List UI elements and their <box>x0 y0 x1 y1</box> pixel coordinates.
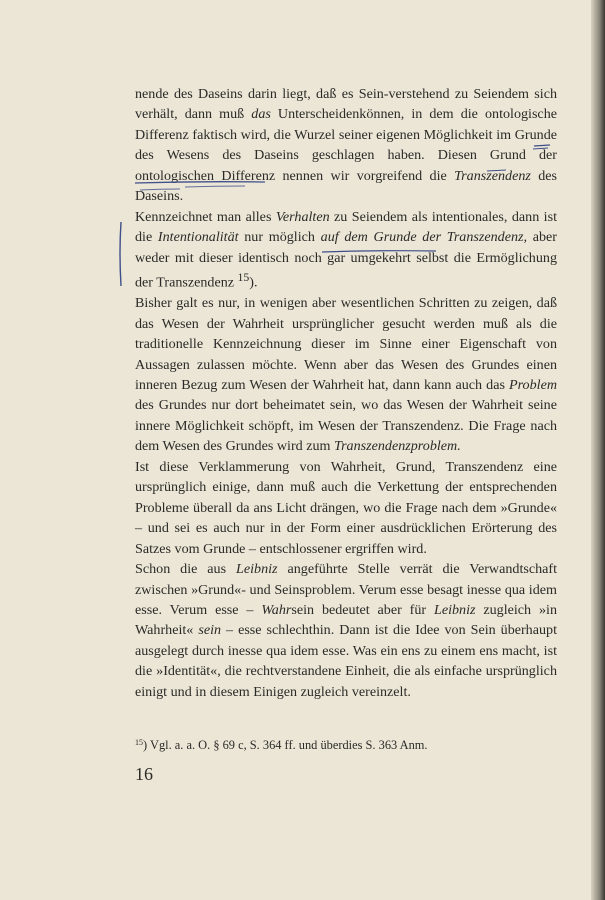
paragraph <box>135 457 557 559</box>
italic-run: Leibniz <box>236 561 278 578</box>
italic-run: Intentionalität <box>157 229 239 246</box>
italic-run: auf dem Grunde der Transzendenz, <box>320 229 528 246</box>
text-run: nur möglich <box>238 229 321 246</box>
italic-run: Verhalten <box>275 208 330 225</box>
page-edge-shadow <box>591 0 605 900</box>
italic-run: Transzendenz <box>454 167 531 184</box>
footnote-text: ) Vgl. a. a. O. § 69 c, S. 364 ff. und überdies S. 363 Anm. <box>143 738 428 752</box>
text-run: Schon die aus <box>135 561 237 578</box>
italic-run: Wahr <box>261 602 292 619</box>
text-run: ). <box>249 274 258 291</box>
body-text <box>135 84 557 702</box>
text-run: Kennzeichnet man alles <box>135 208 276 225</box>
text-run: des Grundes nur dort beheimatet sein, wo das Wesen der Wahrheit seine innere Möglichkeit schöpft, im Wesen der Transzendenz. Die Frage nach dem Wesen des Grundes wird zum <box>135 397 557 455</box>
text-run: des Daseins. <box>135 167 557 205</box>
italic-run: Transzendenzproblem. <box>334 438 461 455</box>
text-run: Bisher galt es nur, in wenigen aber wesentlichen Schritten zu zeigen, daß das Wesen der Wahrheit ursprünglicher gesucht werden muß als die traditionelle Kennzeichnung dieser im Sinne einer Eigenschaft von Aussagen zulassen möchte. Wenn aber das Wesen des Grundes einen inneren Bezug zum Wesen der Wahrheit hat, dann kann auch das <box>135 295 557 394</box>
paragraph <box>135 84 557 207</box>
footnote-number: 15 <box>135 738 143 747</box>
text-run: nende des Daseins darin liegt, daß es Sein-verstehend zu Seiendem sich verhält, dann muß <box>135 86 557 123</box>
text-run: – esse schlechthin. Dann ist die Idee von Sein überhaupt ausgelegt durch inesse qua idem esse. Was ein ens zu einem ens macht, ist die »Identität«, die rechtverstandene Einheit, die als einfache ursprünglich einigt und in diesem Einigen zugleich vereinzelt. <box>135 622 557 700</box>
text-run: zugleich »in Wahrheit« <box>135 602 557 639</box>
pen-margin-line <box>120 222 121 286</box>
italic-run: Leibniz <box>433 602 476 619</box>
paragraph <box>135 207 557 294</box>
paragraph <box>135 293 557 457</box>
text-run: Unterscheidenkönnen, in dem die ontologische Differenz faktisch wird, die Wurzel seiner eigenen Möglichkeit im Grunde des Wesens des Daseins geschlagen haben. Diesen Grund der ontologischen Differenz nennen wir vorgreifend die <box>135 106 557 184</box>
italic-run: Problem <box>508 377 557 394</box>
italic-run: sein <box>198 622 222 639</box>
text-run: sein bedeutet aber für <box>291 602 434 619</box>
text-run: zu Seiendem als intentionales, dann ist die <box>135 208 557 246</box>
footnote-ref: 15 <box>237 271 250 285</box>
text-run: Ist diese Verklammerung von Wahrheit, Grund, Transzendenz eine ursprünglich einige, dann muß auch die Verkettung der entsprechenden Probleme überall da ans Licht drängen, wo die Frage nach dem »Grunde« – und sei es auch nur in der Form einer ausdrücklichen Erörterung des Satzes vom Grunde – entschlossener ergriffen wird. <box>135 458 557 557</box>
footnote <box>135 738 557 753</box>
italic-run: das <box>251 106 271 123</box>
paragraph <box>135 559 557 702</box>
page-number: 16 <box>135 764 153 784</box>
text-run: angeführte Stelle verrät die Verwandtschaft zwischen »Grund«- und Seinsproblem. Verum esse besagt inesse qua idem esse. Verum esse – <box>135 561 558 619</box>
text-run: aber weder mit dieser identisch noch gar umgekehrt selbst die Ermöglichung der Transzendenz <box>135 229 557 291</box>
